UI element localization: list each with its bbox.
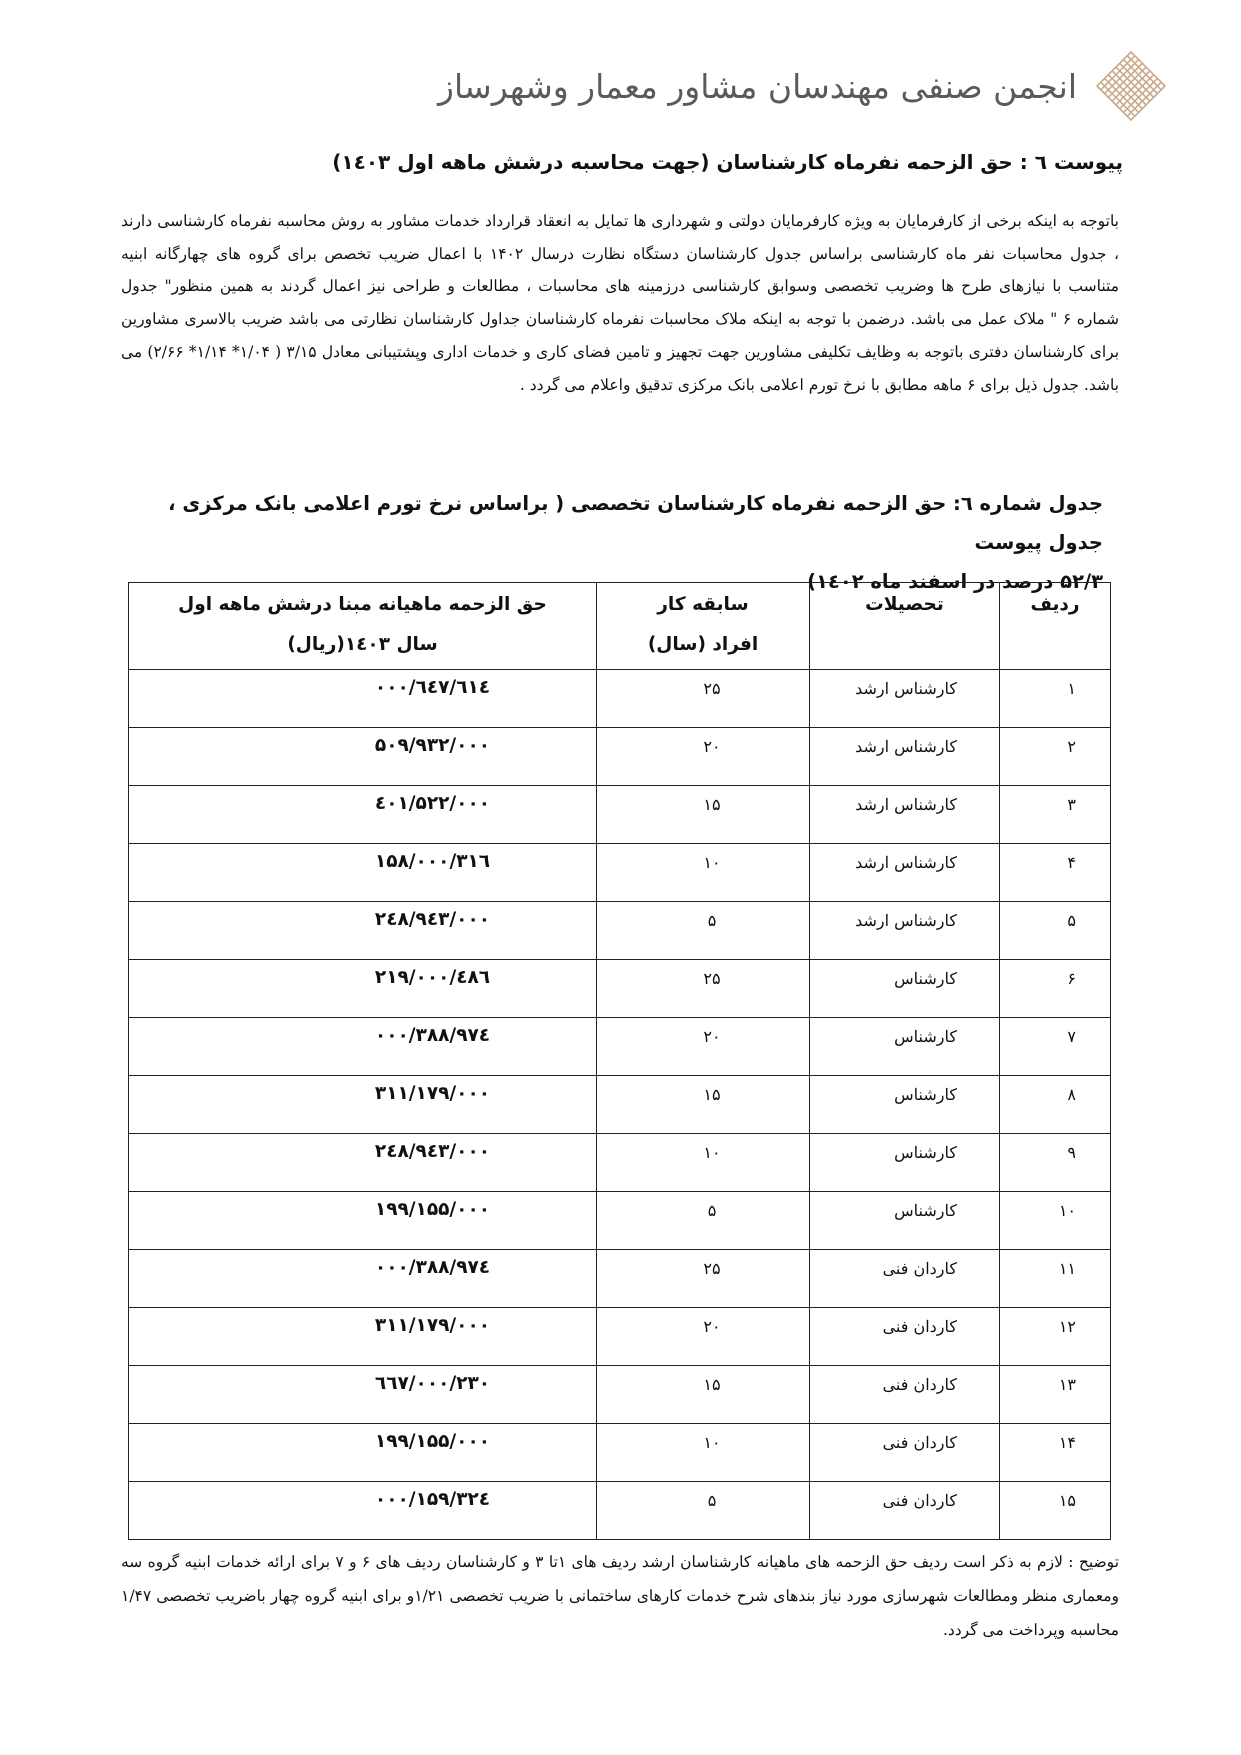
page-title: پیوست ٦ : حق الزحمه نفرماه کارشناسان (جهت محاسبه درشش ماهه اول ۱٤۰۳) [332, 150, 1123, 174]
footnote-paragraph: توضیح : لازم به ذکر است ردیف حق الزحمه های ماهیانه کارشناسان ارشد ردیف های ۱تا ۳ و کارشناسان ردیف های ۶ و ۷ برای ارائه خدمات ابنیه گروه سه ومعماری منظر ومطالعات شهرسازی مورد نیاز بندهای شرح خدمات کارهای ساختمانی با ضریب تخصصی ۱/۲۱و برای ابنیه گروه چهار باضریب تخصصی ۱/۴۷ محاسبه وپرداخت می گردد. [121, 1553, 1120, 1639]
education-cell: کارشناس ارشد [810, 844, 1000, 902]
table-row [129, 960, 1111, 1018]
header-fee-line-2: سال ۱٤۰۳(ریال) [287, 634, 438, 655]
fee-cell: ٤۸٦/۲۱۹/۰۰۰ [129, 960, 597, 1018]
row-number-cell: ۲ [1000, 728, 1111, 786]
organization-name: انجمن صنفی مهندسان مشاور معمار وشهرساز [438, 66, 1077, 106]
fee-cell: ۳۸۸/۹۷٤/۰۰۰ [129, 1250, 597, 1308]
fee-cell: ۱۹۹/۱۵۵/۰۰۰ [129, 1424, 597, 1482]
table-row [129, 786, 1111, 844]
experience-cell: ۲۰ [597, 728, 810, 786]
experience-cell: ۱۰ [597, 1424, 810, 1482]
table-row [129, 728, 1111, 786]
education-cell: کارشناس ارشد [810, 670, 1000, 728]
table-title-line-1: جدول شماره ٦: حق الزحمه نفرماه کارشناسان تخصصی ( براساس نرخ تورم اعلامی بانک مرکزی ، جدول پیوست [168, 492, 1103, 554]
row-number-cell: ۱ [1000, 670, 1111, 728]
row-number-cell: ۱۳ [1000, 1366, 1111, 1424]
experience-cell: ۲۵ [597, 1250, 810, 1308]
table-row [129, 1366, 1111, 1424]
table-row [129, 1192, 1111, 1250]
experience-cell: ۵ [597, 1192, 810, 1250]
education-cell: کاردان فنی [810, 1308, 1000, 1366]
row-number-cell: ۷ [1000, 1018, 1111, 1076]
education-cell: کاردان فنی [810, 1366, 1000, 1424]
header-row-number [1000, 583, 1111, 670]
education-cell: کاردان فنی [810, 1424, 1000, 1482]
experience-cell: ۵ [597, 902, 810, 960]
table-row [129, 670, 1111, 728]
fee-cell: ۳۸۸/۹۷٤/۰۰۰ [129, 1018, 597, 1076]
education-cell: کارشناس ارشد [810, 902, 1000, 960]
experience-cell: ۱۰ [597, 1134, 810, 1192]
fee-cell: ۳۱۱/۱۷۹/۰۰۰ [129, 1076, 597, 1134]
header-experience-line-1: سابقه کار [657, 594, 749, 615]
experience-cell: ۲۵ [597, 670, 810, 728]
header-education [810, 583, 1000, 670]
table-row [129, 1424, 1111, 1482]
table-row [129, 1482, 1111, 1540]
experience-cell: ۲۰ [597, 1308, 810, 1366]
row-number-cell: ۹ [1000, 1134, 1111, 1192]
header-row-number-label: ردیف [1030, 594, 1080, 615]
fee-table [128, 582, 1111, 1540]
fee-cell: ۲۳۰/٦٦۷/۰۰۰ [129, 1366, 597, 1424]
experience-cell: ۵ [597, 1482, 810, 1540]
table-row [129, 1308, 1111, 1366]
education-cell: کارشناس ارشد [810, 728, 1000, 786]
education-cell: کارشناس [810, 1018, 1000, 1076]
row-number-cell: ۳ [1000, 786, 1111, 844]
fee-cell: ۳۱٦/۱۵۸/۰۰۰ [129, 844, 597, 902]
row-number-cell: ۴ [1000, 844, 1111, 902]
table-row [129, 844, 1111, 902]
row-number-cell: ۱۲ [1000, 1308, 1111, 1366]
lattice-diamond-logo [1093, 48, 1169, 124]
row-number-cell: ۵ [1000, 902, 1111, 960]
education-cell: کارشناس [810, 1192, 1000, 1250]
header-experience [597, 583, 810, 670]
page-header [438, 48, 1169, 124]
header-experience-line-2: افراد (سال) [647, 634, 759, 655]
row-number-cell: ۱۰ [1000, 1192, 1111, 1250]
intro-paragraph: باتوجه به اینکه برخی از کارفرمایان به ویژه کارفرمایان دولتی و شهرداری ها تمایل به انعقاد قرارداد خدمات مشاور به روش محاسبه نفرماه کارشناسی دارند ، جدول محاسبات نفر ماه کارشناسی براساس جدول کارشناسان دستگاه نظارت درسال ۱۴۰۲ با اعمال ضریب تخصص برای گروه های چهارگانه ابنیه متناسب با نیازهای طرح ها وضریب تخصصی وسوابق کارشناسی درزمینه های محاسبات ، مطالعات و طراحی نیز اعمال گردند به همین منظور" جدول شماره ۶ " ملاک عمل می باشد. درضمن با توجه به اینکه ملاک محاسبات نفرماه کارشناسان جداول کارشناسان نظارتی می باشد ضریب بالاسری مشاورین برای کارشناسان دفتری باتوجه به وظایف تکلیفی مشاورین جهت تجهیز و تامین فضای کاری و خدمات اداری وپشتیبانی معادل ۳/۱۵ ( ۱/۰۴* ۱/۱۴* ۲/۶۶) می باشد. جدول ذیل برای ۶ ماهه مطابق با نرخ تورم اعلامی بانک مرکزی تدقیق واعلام می گردد . [121, 212, 1120, 394]
education-cell: کارشناس [810, 960, 1000, 1018]
table-row [129, 902, 1111, 960]
header-education-label: تحصیلات [865, 594, 944, 615]
table-header-row [129, 583, 1111, 670]
fee-cell: ۲٤۸/۹٤۳/۰۰۰ [129, 902, 597, 960]
table-row [129, 1018, 1111, 1076]
education-cell: کارشناس ارشد [810, 786, 1000, 844]
fee-cell: ۱۵۹/۳۲٤/۰۰۰ [129, 1482, 597, 1540]
row-number-cell: ۱۴ [1000, 1424, 1111, 1482]
table-row [129, 1076, 1111, 1134]
fee-cell: ۵۰۹/۹۳۲/۰۰۰ [129, 728, 597, 786]
fee-cell: ۱۹۹/۱۵۵/۰۰۰ [129, 1192, 597, 1250]
education-cell: کارشناس [810, 1076, 1000, 1134]
experience-cell: ۲۵ [597, 960, 810, 1018]
experience-cell: ۱۵ [597, 786, 810, 844]
row-number-cell: ۶ [1000, 960, 1111, 1018]
table-row [129, 1250, 1111, 1308]
row-number-cell: ۱۵ [1000, 1482, 1111, 1540]
experience-cell: ۲۰ [597, 1018, 810, 1076]
experience-cell: ۱۰ [597, 844, 810, 902]
fee-cell: ٤۰۱/۵۲۲/۰۰۰ [129, 786, 597, 844]
row-number-cell: ۱۱ [1000, 1250, 1111, 1308]
experience-cell: ۱۵ [597, 1076, 810, 1134]
table-title-line-2: ۵۲/۳ درصد در اسفند ماه ۱٤۰۲) [807, 570, 1103, 593]
fee-cell: ۲٤۸/۹٤۳/۰۰۰ [129, 1134, 597, 1192]
row-number-cell: ۸ [1000, 1076, 1111, 1134]
header-fee-line-1: حق الزحمه ماهیانه مبنا درشش ماهه اول [178, 594, 547, 615]
fee-cell: ٦٤٧/٦١٤/۰۰۰ [129, 670, 597, 728]
education-cell: کاردان فنی [810, 1482, 1000, 1540]
fee-cell: ۳۱۱/۱۷۹/۰۰۰ [129, 1308, 597, 1366]
table-row [129, 1134, 1111, 1192]
education-cell: کاردان فنی [810, 1250, 1000, 1308]
experience-cell: ۱۵ [597, 1366, 810, 1424]
header-monthly-fee [129, 583, 597, 670]
education-cell: کارشناس [810, 1134, 1000, 1192]
